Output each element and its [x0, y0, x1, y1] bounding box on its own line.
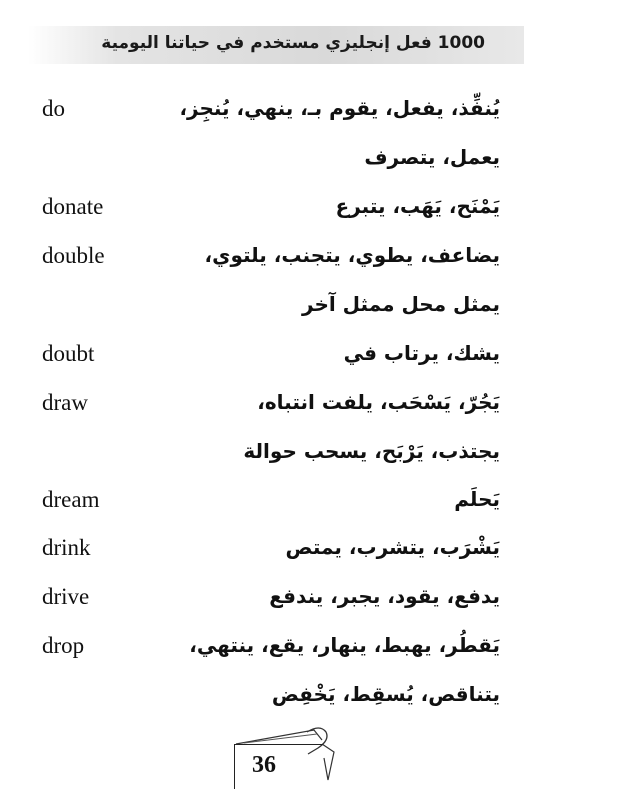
english-verb: drop	[42, 633, 85, 658]
page-number: 36	[252, 752, 276, 778]
arabic-translation: يتناقص، يُسقِط، يَخْفِض	[271, 682, 500, 706]
english-verb: do	[42, 96, 65, 121]
arabic-translation: يمثل محل ممثل آخر	[302, 292, 500, 316]
entry-line	[0, 237, 623, 281]
english-verb: double	[42, 243, 105, 268]
book-title: 1000 فعل إنجليزي مستخدم في حياتنا اليومية	[101, 33, 485, 53]
english-verb: drink	[42, 535, 91, 560]
arabic-translation: يضاعف، يطوي، يتجنب، يلتوي،	[204, 243, 500, 267]
entry-line	[0, 433, 623, 477]
entry-line	[0, 627, 623, 671]
entry-line	[0, 481, 623, 525]
arabic-translation: يدفع، يقود، يجبر، يندفع	[269, 584, 500, 608]
entry-line	[0, 335, 623, 379]
english-verb: doubt	[42, 341, 95, 366]
entry-line	[0, 676, 623, 720]
english-verb: donate	[42, 194, 104, 219]
arabic-translation: يعمل، يتصرف	[364, 145, 500, 169]
entry-line	[0, 188, 623, 232]
entry-line	[0, 90, 623, 134]
page-footer	[222, 722, 362, 792]
arabic-translation: يَجُرّ، يَسْحَب، يلفت انتباه،	[257, 390, 500, 414]
english-verb: dream	[42, 487, 100, 512]
english-verb: drive	[42, 584, 90, 609]
arabic-translation: يُنفِّذ، يفعل، يقوم بـ، ينهي، يُنجِز،	[179, 96, 500, 120]
arabic-translation: يَقطُر، يهبط، ينهار، يقع، ينتهي،	[189, 633, 500, 657]
arabic-translation: يَحلَم	[454, 487, 500, 511]
page-number-box	[234, 744, 323, 789]
entry-line	[0, 384, 623, 428]
arabic-translation: يَمْنَح، يَهَب، يتبرع	[335, 194, 500, 218]
arabic-translation: يشك، يرتاب في	[343, 341, 500, 365]
english-verb: draw	[42, 390, 88, 415]
arabic-translation: يجتذب، يَرْبَح، يسحب حوالة	[243, 439, 500, 463]
entry-line	[0, 139, 623, 183]
entry-line	[0, 578, 623, 622]
entry-line	[0, 529, 623, 573]
arabic-translation: يَشْرَب، يتشرب، يمتص	[285, 535, 500, 559]
entry-line	[0, 286, 623, 330]
